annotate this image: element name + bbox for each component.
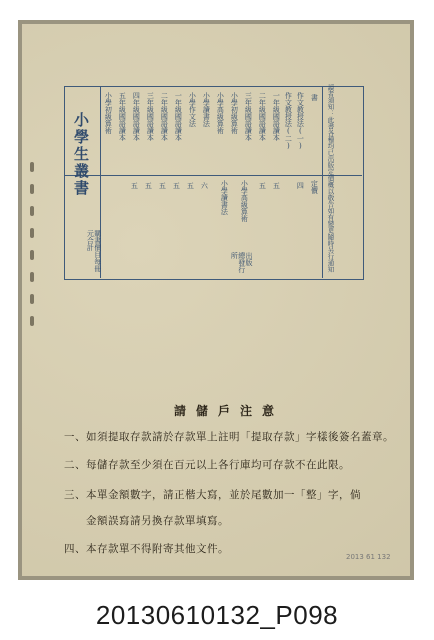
advert-book: 二年級國語讀本 [258,92,267,141]
advert-book: 小學高級算術 [240,180,249,222]
binding-holes [30,150,36,370]
advert-book: 作文教授法(一) [296,92,305,150]
advert-book: 作文教授法(二) [284,92,293,150]
advert-book: 小學讀書法 [202,92,211,127]
advert-header-book: 書 [310,94,319,101]
advert-book: 二年級國語讀本 [160,92,169,141]
advert-count: 五 [144,182,153,189]
notice-rule-4: 四、本存款單不得附寄其他文件。 [64,543,229,555]
notice-rule-3-cont: 金額誤寫請另換存款單填寫。 [64,515,229,527]
advert-title: 小學生叢書 [72,112,90,197]
advert-divider [64,175,362,176]
image-caption: 20130610132_P098 [95,600,339,630]
advert-count: 五 [172,182,181,189]
advert-book: 一年級國語讀本 [272,92,281,141]
advert-count: 六 [200,182,209,189]
advert-book: 小學初級算術 [104,92,113,134]
notice-rule-3: 三、本單金額數字，請正楷大寫，並於尾數加一「整」字，倘 [64,489,361,501]
advert-book: 四年級國語讀本 [132,92,141,141]
notice-rule-2: 二、每儲存款至少須在百元以上各行庫均可存款不在此限。 [64,459,350,471]
advert-count: 五 [272,182,281,189]
advert-book: 三年級國語讀本 [244,92,253,141]
advert-book: 小學讀書法 [220,180,229,215]
advert-count: 五 [158,182,167,189]
advert-count: 五 [130,182,139,189]
advert-note: 讀者須知：此書各種均已出版定價概以敬告如有變更隨時另行通知 [326,84,335,273]
advert-footer-right: 出版 總發行所 [230,252,254,273]
advert-count: 五 [258,182,267,189]
notice-title: 請儲戶注意 [174,404,285,418]
advert-book: 五年級國語讀本 [118,92,127,141]
advert-footer-left: 購書價目每冊元合計 [86,230,102,272]
advert-book: 三年級國語讀本 [146,92,155,141]
advert-book: 一年級國語讀本 [174,92,183,141]
advert-count: 四 [296,182,305,189]
notice-rule-1: 一、如須提取存款請於存款單上註明「提取存款」字樣後簽名蓋章。 [64,431,394,443]
catalog-stamp: 2013 61 132 [346,553,391,561]
advert-book: 小學高級算術 [216,92,225,134]
advert-header-price: 定價 [310,180,319,194]
advert-count: 五 [186,182,195,189]
advert-note-divider [322,86,323,278]
advert-book: 小學作文法 [188,92,197,127]
advert-book: 小學初級算術 [230,92,239,134]
